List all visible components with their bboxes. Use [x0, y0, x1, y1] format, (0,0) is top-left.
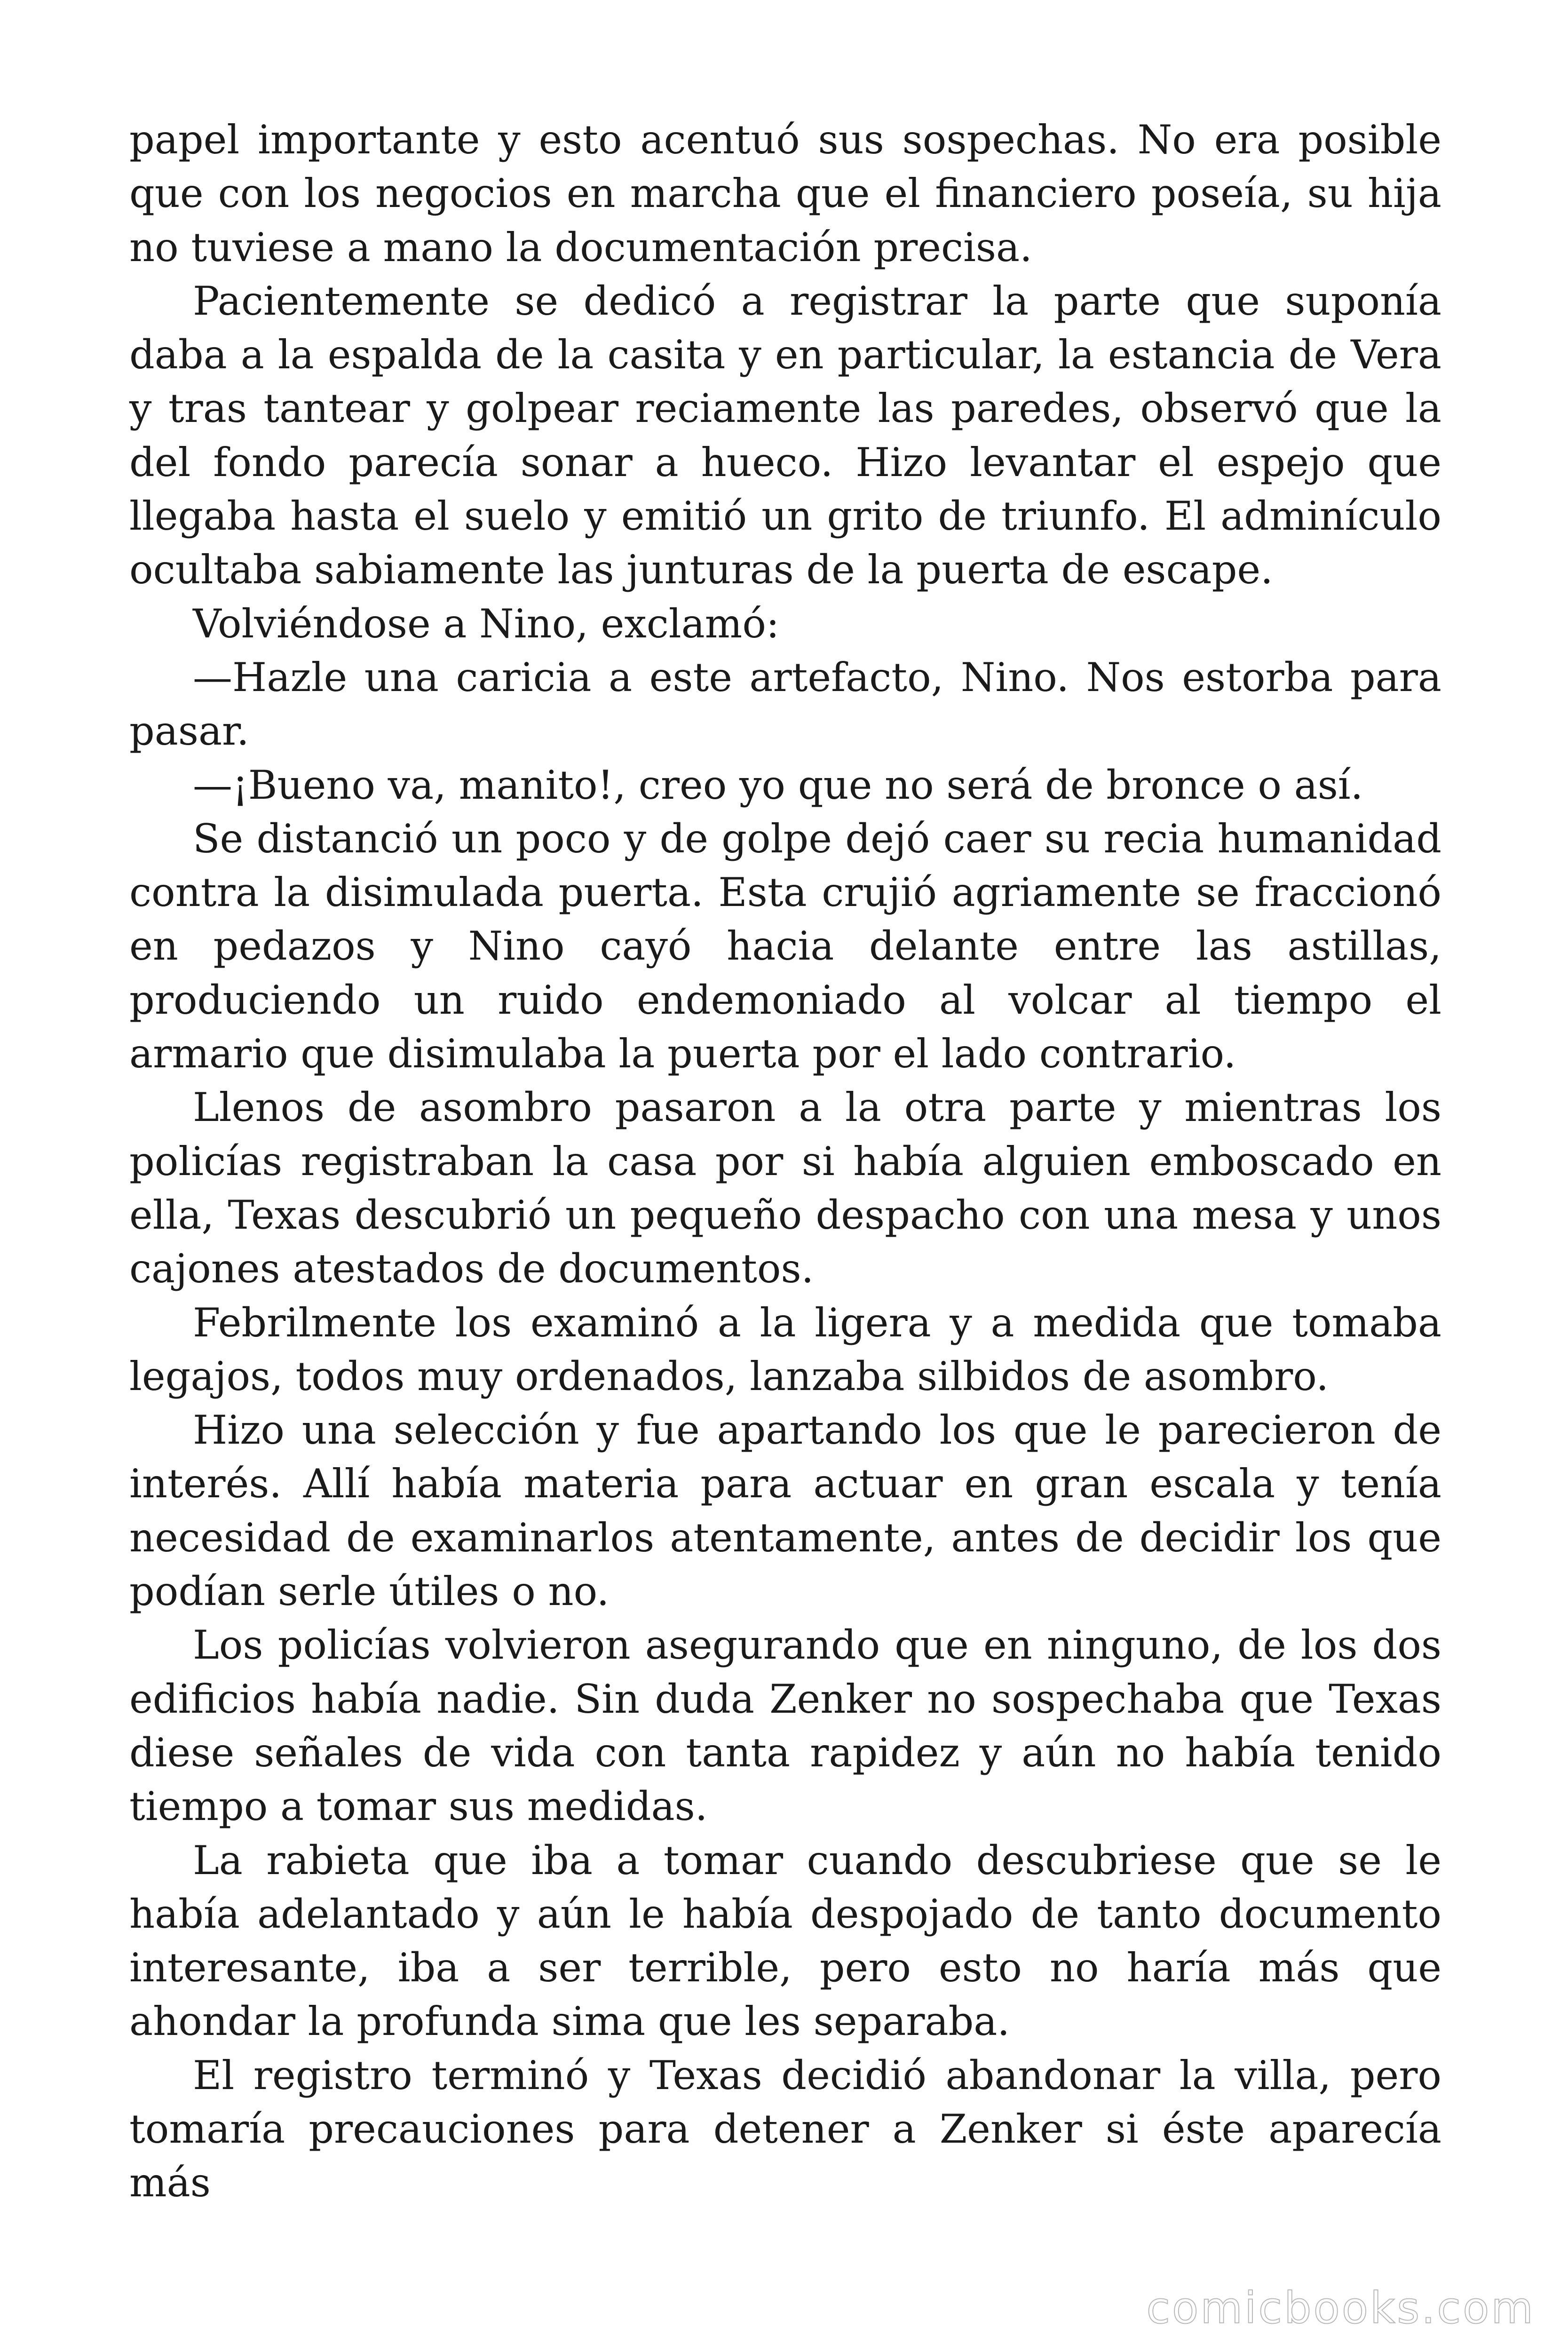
paragraph-10: Los policías volvieron asegurando que en ninguno, de los dos edificios había nadie. Sin duda Zenker no sospechaba que Texas diese señales de vida con tanta rapidez y aún no había tenido tiempo a tomar sus medidas. — [129, 1622, 1441, 1830]
book-page-text — [129, 113, 1441, 2210]
paragraph-9: Hizo una selección y fue apartando los que le parecieron de interés. Allí había materia para actuar en gran escala y tenía necesidad de examinarlos atentamente, antes de decidir los que podían serle útiles o no. — [129, 1407, 1441, 1615]
paragraph-1: papel importante y esto acentuó sus sospechas. No era posible que con los negocios en marcha que el financiero poseía, su hija no tuviese a mano la documentación precisa. — [129, 117, 1441, 270]
site-watermark: comicbooks.com — [1146, 2283, 1535, 2333]
paragraph-6: Se distanció un poco y de golpe dejó caer su recia humanidad contra la disimulada puerta. Esta crujió agriamente se fraccionó en pedazos y Nino cayó hacia delante entre las astillas, produciendo un ruido endemoniado al volcar al tiempo el armario que disimulaba la puerta por el lado contrario. — [129, 815, 1441, 1077]
paragraph-11: La rabieta que iba a tomar cuando descubriese que se le había adelantado y aún le había despojado de tanto documento interesante, iba a ser terrible, pero esto no haría más que ahondar la profunda sima que les separaba. — [129, 1837, 1441, 2045]
paragraph-4-dialogue: —Hazle una caricia a este artefacto, Nino. Nos estorba para pasar. — [129, 654, 1441, 755]
paragraph-8: Febrilmente los examinó a la ligera y a medida que tomaba legajos, todos muy ordenados, lanzaba silbidos de asombro. — [129, 1299, 1441, 1399]
paragraph-3: Volviéndose a Nino, exclamó: — [193, 600, 780, 647]
paragraph-7: Llenos de asombro pasaron a la otra parte y mientras los policías registraban la casa por si había alguien emboscado en ella, Texas descubrió un pequeño despacho con una mesa y unos cajones atestados de documentos. — [129, 1084, 1441, 1292]
paragraph-2: Pacientemente se dedicó a registrar la parte que suponía daba a la espalda de la casita y en particular, la estancia de Vera y tras tantear y golpear reciamente las paredes, observó que la del fondo parecía sonar a hueco. Hizo levantar el espejo que llegaba hasta el suelo y emitió un grito de triunfo. El adminículo ocultaba sabiamente las junturas de la puerta de escape. — [129, 278, 1441, 593]
paragraph-5-dialogue: —¡Bueno va, manito!, creo yo que no será de bronce o así. — [193, 762, 1363, 808]
paragraph-12: El registro terminó y Texas decidió abandonar la villa, pero tomaría precauciones para detener a Zenker si éste aparecía más — [129, 2052, 1441, 2206]
